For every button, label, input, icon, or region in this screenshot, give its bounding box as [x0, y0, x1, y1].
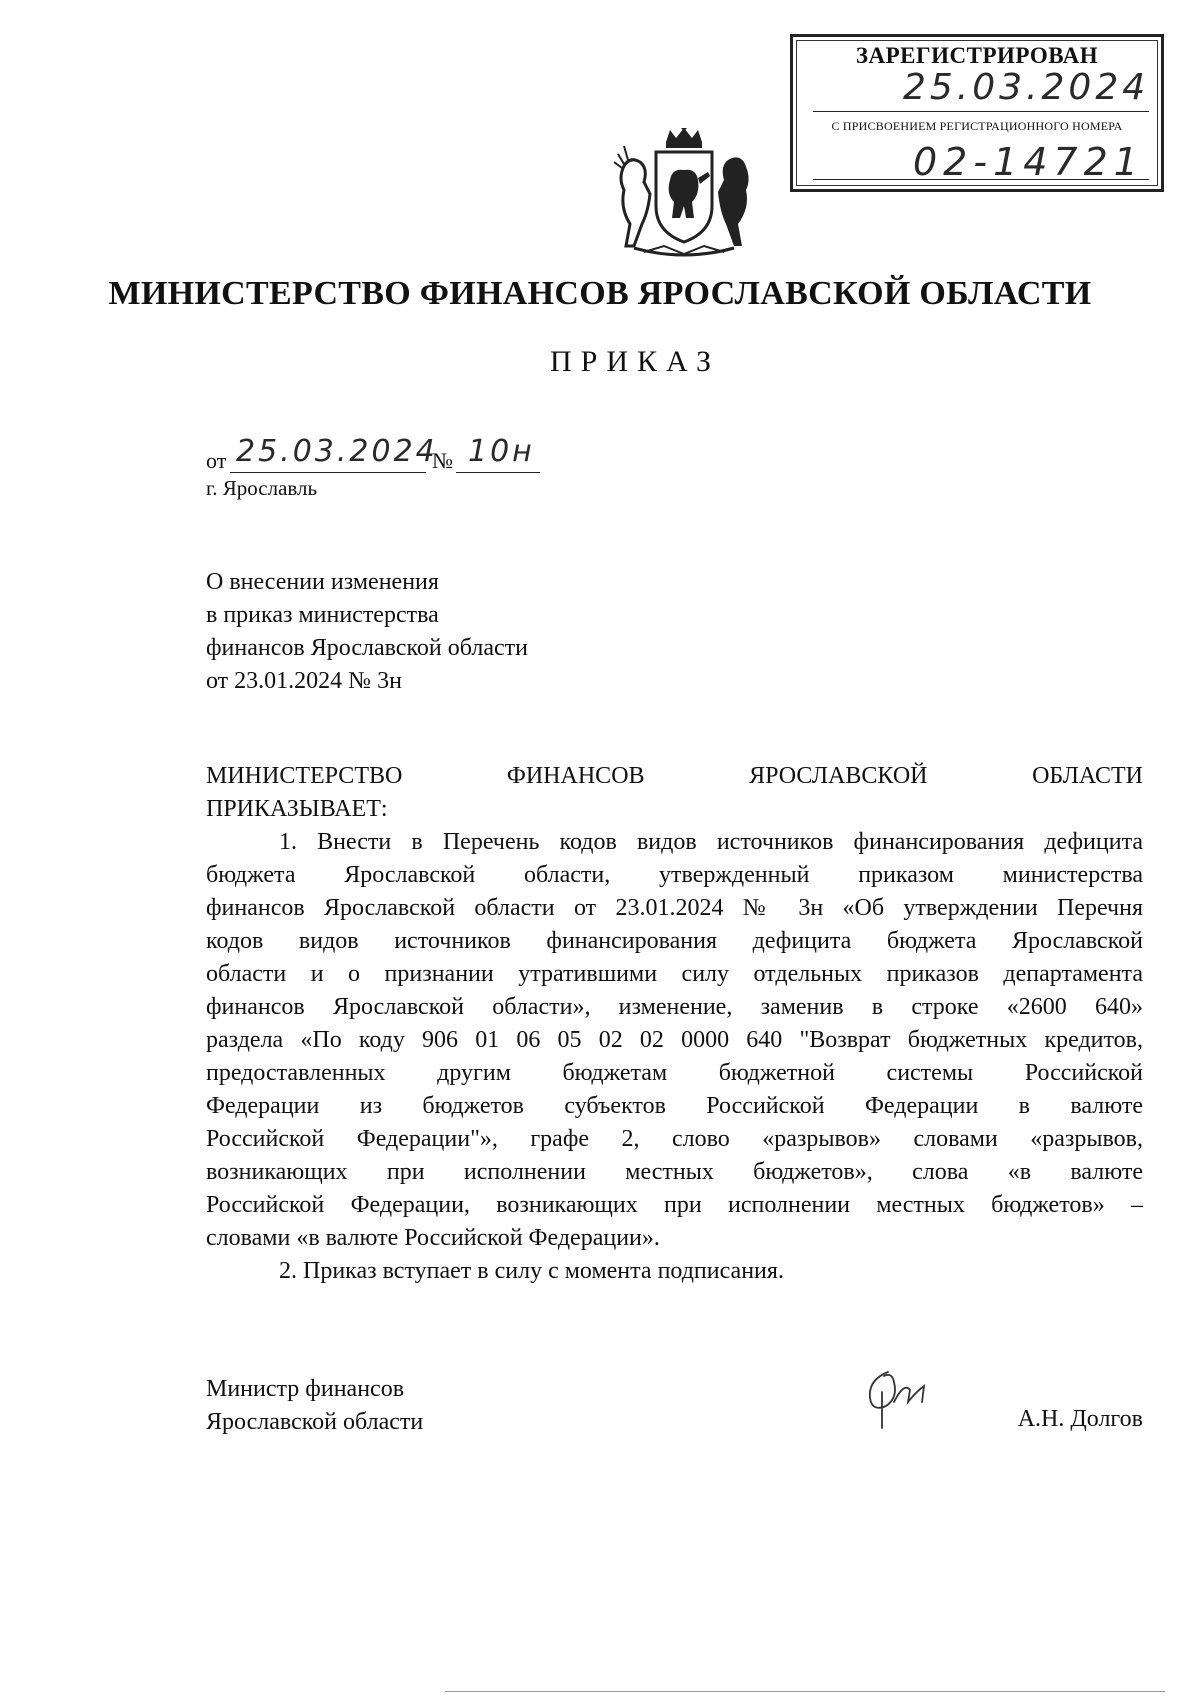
- stamp-divider: [813, 111, 1149, 112]
- footer-divider: [445, 1691, 1165, 1692]
- body-line: Федерации из бюджетов субъектов Российской Федерации в валюте: [206, 1093, 1143, 1119]
- subject-line: от 23.01.2024 № 3н: [206, 668, 402, 694]
- stamp-title: ЗАРЕГИСТРИРОВАН: [855, 43, 1099, 68]
- body-line: МИНИСТЕРСТВО ФИНАНСОВ ЯРОСЛАВСКОЙ ОБЛАСТИ: [206, 763, 1143, 789]
- body-line: бюджета Ярославской области, утвержденный приказом министерства: [206, 862, 1143, 888]
- number-label: №: [432, 448, 453, 473]
- document-type: ПРИКАЗ: [550, 345, 720, 378]
- stamp-subtitle: С ПРИСВОЕНИЕМ РЕГИСТРАЦИОННОГО НОМЕРА: [831, 119, 1123, 133]
- order-subject: [206, 566, 528, 698]
- body-line: Российской Федерации"», графе 2, слово «разрывов» словами «разрывов,: [206, 1126, 1143, 1152]
- body-line: возникающих при исполнении местных бюджетов», слова «в валюте: [206, 1159, 1143, 1185]
- signer-position-line: Министр финансов: [206, 1376, 405, 1402]
- signer-position-line: Ярославской области: [206, 1409, 424, 1435]
- body-line: области и о признании утратившими силу отдельных приказов департамента: [206, 961, 1143, 987]
- body-line: предоставленных другим бюджетам бюджетной системы Российской: [206, 1060, 1143, 1086]
- order-date-number: [206, 434, 606, 476]
- body-line: кодов видов источников финансирования дефицита бюджета Ярославской: [206, 928, 1143, 954]
- city: г. Ярославль: [206, 476, 318, 500]
- from-label: от: [206, 448, 227, 473]
- ministry-title: МИНИСТЕРСТВО ФИНАНСОВ ЯРОСЛАВСКОЙ ОБЛАСТИ: [108, 275, 1092, 312]
- body-line: финансов Ярославской области от 23.01.2024 № 3н «Об утверждении Перечня: [206, 895, 1143, 921]
- stamp-date: 25.03.2024: [903, 67, 1150, 108]
- body-line: 2. Приказ вступает в силу с момента подписания.: [279, 1258, 784, 1284]
- subject-line: О внесении изменения: [206, 569, 439, 595]
- subject-line: финансов Ярославской области: [206, 635, 528, 661]
- body-line: 1. Внести в Перечень кодов видов источников финансирования дефицита: [279, 829, 1143, 855]
- body-line: финансов Ярославской области», изменение, заменив в строке «2600 640»: [206, 994, 1143, 1020]
- handwritten-signature-icon: [858, 1362, 938, 1432]
- body-line: словами «в валюте Российской Федерации».: [206, 1225, 660, 1251]
- body-line: раздела «По коду 906 01 06 05 02 02 0000 640 "Возврат бюджетных кредитов,: [206, 1027, 1143, 1053]
- stamp-divider: [813, 179, 1149, 180]
- body-line: ПРИКАЗЫВАЕТ:: [206, 796, 388, 822]
- order-number: 10н: [468, 434, 535, 469]
- order-date: 25.03.2024: [236, 434, 438, 469]
- body-line: Российской Федерации, возникающих при исполнении местных бюджетов» –: [206, 1192, 1143, 1218]
- registration-stamp: [790, 34, 1164, 192]
- signer-name: А.Н. Долгов: [1017, 1406, 1143, 1432]
- signer-position: [206, 1373, 423, 1439]
- stamp-number: 02-14721: [913, 140, 1144, 184]
- yaroslavl-coat-of-arms-icon: [604, 128, 764, 260]
- subject-line: в приказ министерства: [206, 602, 439, 628]
- order-body: [206, 760, 1143, 1288]
